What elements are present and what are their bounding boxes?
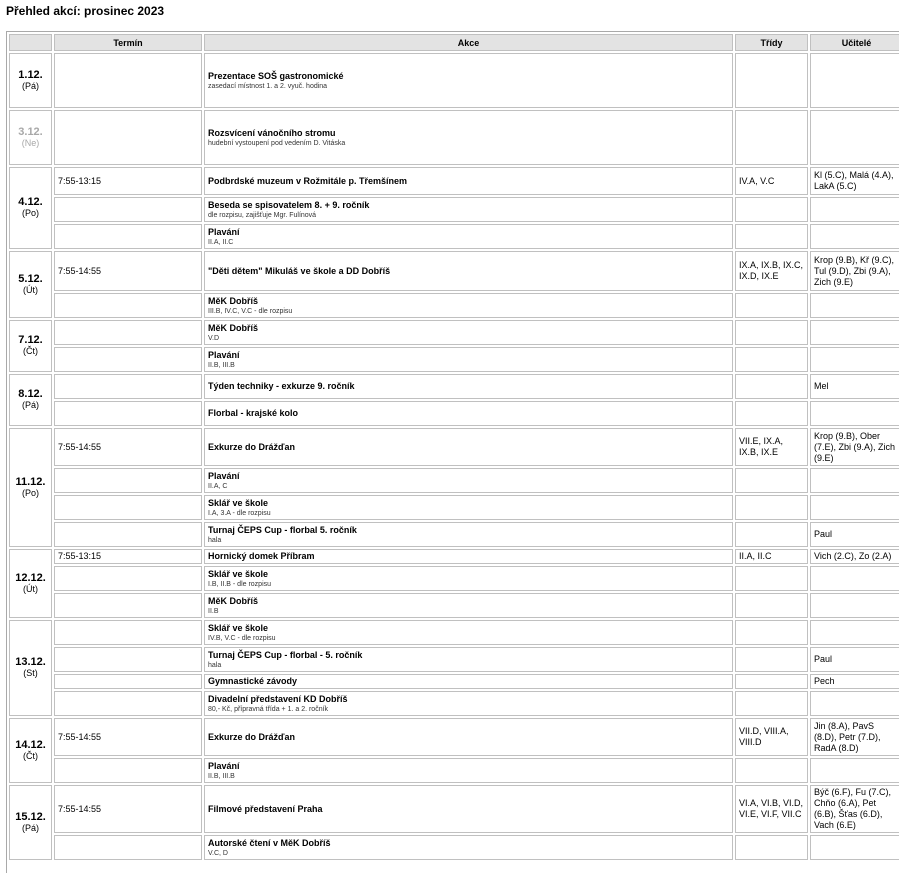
table-row [9,566,899,591]
classes-cell [735,293,808,318]
event-title: Beseda se spisovatelem 8. + 9. ročník [208,199,370,210]
time-cell: 7:55-14:55 [54,251,202,291]
event-cell [204,647,733,672]
classes-cell [735,647,808,672]
date-cell [9,167,52,249]
weekday-label: (Út) [23,583,38,594]
teachers-cell: Krop (9.B), Kř (9.C), Tul (9.D), Zbi (9.A), Zich (9.E) [810,251,899,291]
event-title: Turnaj ČEPS Cup - florbal 5. ročník [208,524,357,535]
date-label: 4.12. [18,196,43,208]
event-note: zasedací místnost 1. a 2. vyuč. hodina [208,82,328,90]
table-row [9,647,899,672]
event-cell [204,251,733,291]
weekday-label: (Po) [21,487,39,498]
teachers-cell [810,110,899,165]
event-cell [204,197,733,222]
teachers-cell: Býč (6.F), Fu (7.C), Chňo (6.A), Pet (6.B), Šťas (6.D), Vach (6.E) [810,785,899,833]
teachers-cell: Vich (2.C), Zo (2.A) [810,549,899,564]
time-cell [54,53,202,108]
teachers-cell [810,293,899,318]
classes-cell [735,320,808,345]
teachers-cell [810,347,899,372]
header-tridy: Třídy [735,34,808,51]
weekday-label: (Pá) [21,80,39,91]
event-cell [204,53,733,108]
date-cell [9,718,52,783]
event-title: MěK Dobříš [208,595,259,606]
date-cell [9,549,52,618]
classes-cell [735,110,808,165]
table-row [9,251,899,291]
event-note: hala [208,536,222,544]
event-title: Plavání [208,470,240,481]
date-label: 14.12. [15,738,46,751]
time-cell: 7:55-14:55 [54,428,202,466]
teachers-cell [810,620,899,645]
event-title: Sklář ve škole [208,497,269,508]
teachers-cell [810,593,899,618]
time-cell [54,224,202,249]
classes-cell [735,835,808,860]
header-termin: Termín [54,34,202,51]
event-title: Turnaj ČEPS Cup - florbal - 5. ročník [208,649,363,660]
event-cell [204,593,733,618]
date-cell [9,320,52,372]
teachers-cell [810,197,899,222]
table-row [9,197,899,222]
classes-cell [735,401,808,426]
event-note: dle rozpisu, zajišťuje Mgr. Fulínová [208,211,317,219]
event-title: MěK Dobříš [208,322,259,333]
weekday-label: (Po) [21,208,39,218]
table-row [9,428,899,466]
event-title: Exkurze do Drážďan [208,441,295,452]
weekday-label: (St) [23,668,38,678]
time-cell: 7:55-14:55 [54,785,202,833]
classes-cell: VII.E, IX.A, IX.B, IX.E [735,428,808,466]
classes-cell [735,758,808,783]
teachers-cell: Paul [810,522,899,547]
date-cell [9,110,52,165]
table-row [9,691,899,716]
event-cell [204,401,733,426]
event-note: I.B, II.B - dle rozpisu [208,580,272,588]
event-cell [204,347,733,372]
time-cell [54,566,202,591]
event-title: MěK Dobříš [208,295,259,306]
classes-cell [735,566,808,591]
teachers-cell [810,691,899,716]
table-row [9,401,899,426]
table-row [9,718,899,756]
table-row [9,593,899,618]
event-cell [204,620,733,645]
teachers-cell [810,758,899,783]
table-row [9,785,899,833]
event-cell [204,110,733,165]
classes-cell [735,522,808,547]
header-akce: Akce [204,34,733,51]
teachers-cell: Paul [810,647,899,672]
event-cell [204,495,733,520]
header-row [9,34,899,51]
table-row [9,758,899,783]
event-note: II.A, II.C [208,238,234,246]
event-note: 80,- Kč, přípravná třída + 1. a 2. ročník [208,705,329,713]
date-cell [9,374,52,426]
teachers-cell: Jin (8.A), PavS (8.D), Petr (7.D), RadA (8.D) [810,718,899,756]
table-row [9,620,899,645]
event-note: II.B [208,607,219,615]
event-cell [204,167,733,195]
teachers-cell [810,468,899,493]
time-cell [54,674,202,689]
table-row [9,347,899,372]
date-label: 12.12. [15,571,46,584]
table-row [9,167,899,195]
event-title: Rozsvícení vánočního stromu [208,127,336,138]
event-cell [204,522,733,547]
teachers-cell [810,495,899,520]
event-note: III.B, IV.C, V.C - dle rozpisu [208,307,293,315]
time-cell [54,620,202,645]
event-title: Divadelní představení KD Dobříš [208,693,348,704]
event-cell [204,718,733,756]
time-cell [54,495,202,520]
event-note: V.D [208,334,220,342]
event-note: hudební vystoupení pod vedením D. Vitáska [208,139,346,147]
event-cell [204,468,733,493]
event-title: Exkurze do Drážďan [208,731,295,742]
event-title: Plavání [208,349,240,360]
classes-cell [735,347,808,372]
event-cell [204,320,733,345]
event-note: hala [208,661,222,669]
teachers-cell [810,53,899,108]
event-title: Plavání [208,226,240,237]
teachers-cell [810,835,899,860]
event-cell [204,549,733,564]
event-title: Prezentace SOŠ gastronomické [208,70,344,81]
classes-cell [735,468,808,493]
date-label: 8.12. [18,388,43,400]
weekday-label: (Pá) [21,822,39,833]
event-cell [204,674,733,689]
time-cell [54,401,202,426]
date-label: 1.12. [18,68,43,81]
event-cell [204,293,733,318]
classes-cell [735,691,808,716]
classes-cell [735,224,808,249]
event-title: Autorské čtení v MěK Dobříš [208,837,331,848]
table-row [9,320,899,345]
time-cell: 7:55-14:55 [54,718,202,756]
classes-cell [735,374,808,399]
teachers-cell [810,320,899,345]
classes-cell [735,53,808,108]
event-title: "Děti dětem" Mikuláš ve škole a DD Dobříš [208,265,391,276]
time-cell [54,758,202,783]
table-row [9,674,899,689]
table-row [9,293,899,318]
time-cell [54,347,202,372]
table-row [9,224,899,249]
date-label: 5.12. [18,272,43,285]
classes-cell [735,495,808,520]
date-label: 15.12. [15,810,46,823]
teachers-cell: Krop (9.B), Ober (7.E), Zbi (9.A), Zich (9.E) [810,428,899,466]
teachers-cell: Kl (5.C), Malá (4.A), LakA (5.C) [810,167,899,195]
events-table-container [6,31,899,873]
date-label: 3.12. [18,125,43,138]
header-ucitele: Učitelé [810,34,899,51]
events-table [7,32,899,862]
teachers-cell: Pech [810,674,899,689]
event-title: Sklář ve škole [208,622,269,633]
time-cell [54,293,202,318]
table-row [9,522,899,547]
weekday-label: (Út) [23,284,38,295]
teachers-cell [810,224,899,249]
date-cell [9,785,52,860]
event-cell [204,758,733,783]
date-cell [9,53,52,108]
table-row [9,549,899,564]
date-cell [9,620,52,716]
classes-cell: IX.A, IX.B, IX.C, IX.D, IX.E [735,251,808,291]
event-note: IV.B, V.C - dle rozpisu [208,634,276,642]
time-cell [54,468,202,493]
event-cell [204,785,733,833]
time-cell [54,320,202,345]
time-cell [54,374,202,399]
date-label: 7.12. [18,334,43,346]
event-cell [204,374,733,399]
classes-cell [735,593,808,618]
date-label: 11.12. [15,475,46,488]
table-row [9,374,899,399]
weekday-label: (Čt) [23,750,38,761]
event-title: Hornický domek Příbram [208,551,315,561]
event-cell [204,691,733,716]
event-note: II.B, III.B [208,772,235,780]
classes-cell: II.A, II.C [735,549,808,564]
header-date [9,34,52,51]
time-cell [54,522,202,547]
table-row [9,495,899,520]
event-note: V.C, D [208,849,228,857]
table-row [9,53,899,108]
classes-cell: VII.D, VIII.A, VIII.D [735,718,808,756]
events-table-body [9,53,899,860]
event-note: I.A, 3.A - dle rozpisu [208,509,271,517]
event-title: Florbal - krajské kolo [208,408,299,418]
classes-cell [735,674,808,689]
time-cell [54,691,202,716]
time-cell [54,197,202,222]
weekday-label: (Ne) [21,137,40,148]
time-cell: 7:55-13:15 [54,167,202,195]
date-cell [9,251,52,318]
time-cell [54,110,202,165]
time-cell: 7:55-13:15 [54,549,202,564]
teachers-cell [810,401,899,426]
teachers-cell [810,566,899,591]
classes-cell: IV.A, V.C [735,167,808,195]
table-row [9,835,899,860]
table-row [9,468,899,493]
event-title: Sklář ve škole [208,568,269,579]
classes-cell: VI.A, VI.B, VI.D, VI.E, VI.F, VII.C [735,785,808,833]
event-title: Filmové představení Praha [208,803,323,814]
classes-cell [735,620,808,645]
weekday-label: (Čt) [23,346,38,356]
page-title: Přehled akcí: prosinec 2023 [6,4,165,18]
time-cell [54,835,202,860]
weekday-label: (Pá) [21,400,39,410]
classes-cell [735,197,808,222]
event-cell [204,566,733,591]
time-cell [54,593,202,618]
event-note: II.A, C [208,482,228,490]
date-cell [9,428,52,547]
time-cell [54,647,202,672]
table-row [9,110,899,165]
event-note: II.B, III.B [208,361,235,369]
event-title: Plavání [208,760,240,771]
event-cell [204,835,733,860]
event-title: Podbrdské muzeum v Rožmitále p. Třemšínem [208,175,408,186]
event-cell [204,224,733,249]
event-title: Gymnastické závody [208,676,298,686]
event-title: Týden techniky - exkurze 9. ročník [208,381,355,391]
event-cell [204,428,733,466]
date-label: 13.12. [15,656,46,668]
teachers-cell: Mel [810,374,899,399]
